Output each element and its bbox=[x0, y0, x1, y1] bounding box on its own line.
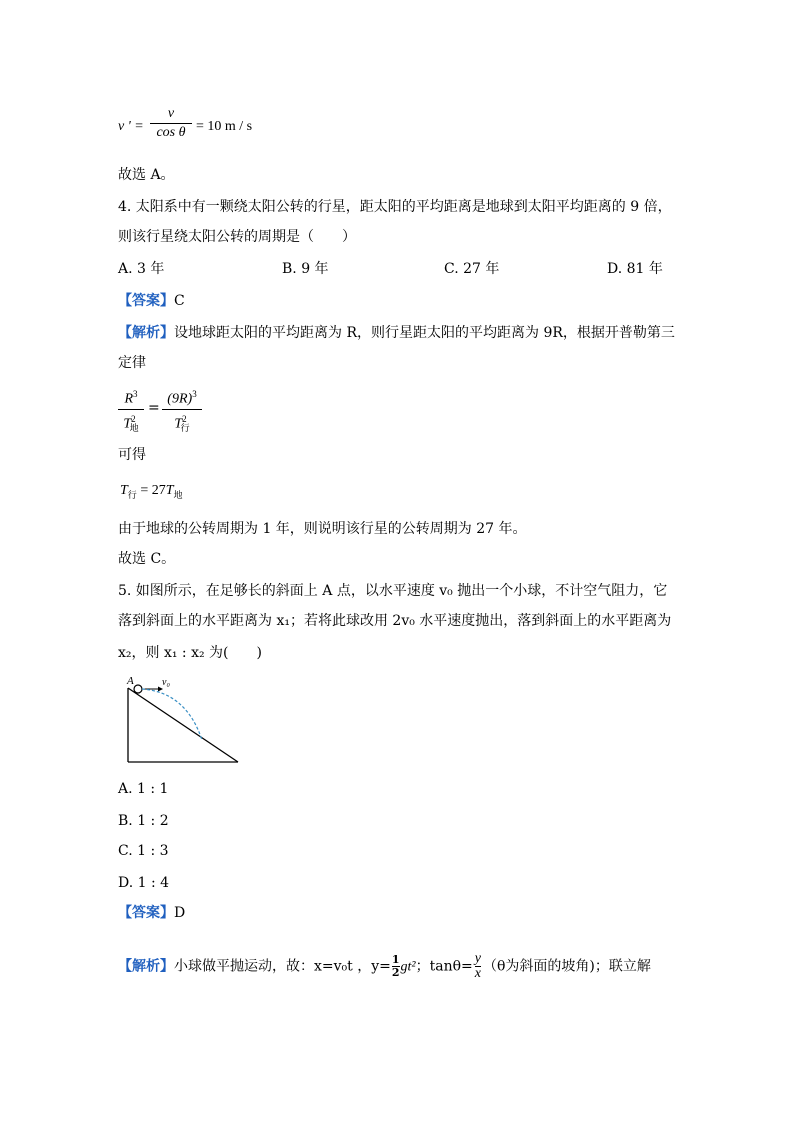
q4-answer bbox=[118, 292, 185, 310]
kepler-lhs-den-sub: 地 bbox=[129, 423, 139, 434]
result-lhs: T bbox=[120, 483, 128, 498]
q4-conclusion: 故选 C。 bbox=[118, 551, 176, 567]
formula-top-lhs: v ' = bbox=[118, 119, 144, 134]
kepler-rhs-fraction bbox=[162, 386, 202, 436]
q5-analysis-label: 【解析】 bbox=[118, 958, 174, 975]
velocity-label: v₀ bbox=[162, 677, 170, 688]
q4-analysis-line2: 定律 bbox=[118, 355, 146, 371]
q4-result bbox=[120, 482, 183, 504]
q4-analysis-label: 【解析】 bbox=[118, 325, 174, 341]
q5-analysis-text-b: gt² bbox=[400, 959, 416, 975]
kepler-rhs-num-sup: 3 bbox=[192, 389, 197, 399]
q5-stem-line2: 落到斜面上的水平距离为 x₁；若将此球改用 2v₀ 水平速度抛出，落到斜面上的水平距离为 bbox=[118, 613, 672, 629]
half-fraction bbox=[392, 954, 400, 979]
q5-stem-line3: x₂，则 x₁ : x₂ 为( ) bbox=[118, 645, 262, 661]
kepler-rhs-den-sup: 2 bbox=[182, 413, 187, 424]
q4-answer-label: 【答案】 bbox=[118, 293, 174, 309]
q4-option-a: A. 3 年 bbox=[118, 261, 165, 277]
result-lhs-sub: 行 bbox=[127, 489, 137, 500]
q4-can-get: 可得 bbox=[118, 447, 146, 463]
q5-option-d: D. 1 : 4 bbox=[118, 875, 170, 891]
ball bbox=[134, 685, 142, 693]
q5-analysis bbox=[118, 952, 651, 981]
q4-option-b: B. 9 年 bbox=[282, 261, 329, 277]
q4-explanation: 由于地球的公转周期为 1 年，则说明该行星的公转周期为 27 年。 bbox=[118, 521, 527, 537]
q5-option-a: A. 1 : 1 bbox=[118, 781, 169, 797]
conclusion-prev: 故选 A。 bbox=[118, 167, 175, 183]
q5-incline-figure bbox=[118, 672, 248, 772]
q4-option-d: D. 81 年 bbox=[607, 261, 663, 277]
formula-top-rhs: = 10 m / s bbox=[196, 119, 253, 134]
formula-top-fraction bbox=[150, 106, 192, 141]
q4-stem-line1: 4. 太阳系中有一颗绕太阳公转的行星，距太阳的平均距离是地球到太阳平均距离的 9 倍， bbox=[118, 199, 672, 215]
q4-analysis-line1 bbox=[118, 324, 675, 342]
tan-den: x bbox=[474, 966, 481, 981]
kepler-lhs-den: T bbox=[123, 416, 132, 432]
q4-stem-line2: 则该行星绕太阳公转的周期是（ ） bbox=[118, 229, 356, 245]
q5-stem-line1: 5. 如图所示，在足够长的斜面上 A 点，以水平速度 v₀ 抛出一个小球，不计空气阻力，它 bbox=[118, 583, 668, 599]
result-eq: = 27 bbox=[140, 483, 166, 498]
q4-answer-value: C bbox=[174, 293, 185, 309]
half-num: 1 bbox=[391, 953, 400, 966]
formula-top-numerator: v bbox=[167, 106, 175, 121]
formula-top-denominator: cos θ bbox=[156, 125, 186, 140]
result-rhs-sub: 地 bbox=[173, 489, 183, 500]
tan-fraction bbox=[475, 952, 481, 981]
q4-analysis-text1: 设地球距太阳的平均距离为 R，则行星距太阳的平均距离为 9R，根据开普勒第三 bbox=[174, 325, 675, 341]
q5-analysis-text-d: （θ为斜面的坡角)；联立解 bbox=[483, 958, 651, 975]
kepler-rhs-den-sub: 行 bbox=[180, 423, 190, 434]
half-den: 2 bbox=[391, 966, 400, 979]
kepler-eq: = bbox=[148, 400, 160, 416]
kepler-lhs-num-sup: 3 bbox=[133, 389, 138, 399]
result-rhs: T bbox=[165, 483, 174, 498]
q5-option-c: C. 1 : 3 bbox=[118, 843, 169, 859]
kepler-lhs-fraction bbox=[118, 386, 144, 436]
kepler-lhs-num: R bbox=[124, 391, 134, 407]
incline-slope bbox=[128, 688, 238, 762]
tan-num: y bbox=[474, 951, 481, 966]
kepler-rhs-den: T bbox=[174, 416, 183, 432]
q5-answer-value: D bbox=[174, 905, 186, 921]
q5-answer-label: 【答案】 bbox=[118, 905, 174, 921]
q5-analysis-text-c: ；tanθ= bbox=[415, 958, 473, 975]
kepler-rhs-num: (9R) bbox=[167, 391, 193, 407]
point-a-label: A bbox=[127, 675, 134, 687]
q5-answer bbox=[118, 904, 185, 922]
q5-option-b: B. 1 : 2 bbox=[118, 813, 169, 829]
q4-option-c: C. 27 年 bbox=[444, 261, 500, 277]
q5-analysis-text-a: 小球做平抛运动，故：x=v₀t ，y= bbox=[174, 958, 391, 975]
kepler-lhs-den-sup: 2 bbox=[131, 413, 136, 424]
